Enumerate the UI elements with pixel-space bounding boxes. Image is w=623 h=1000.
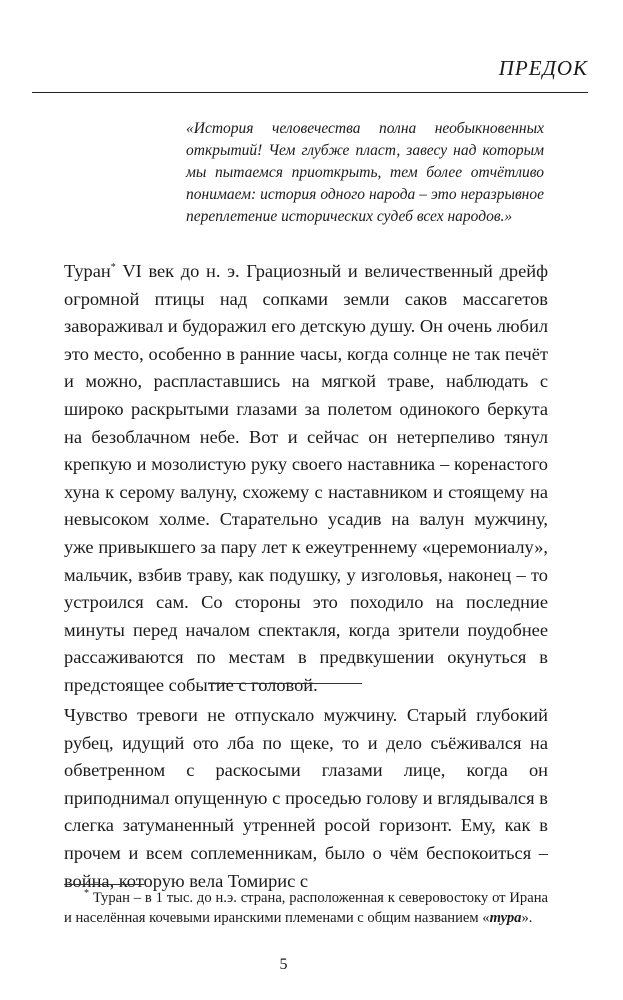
epigraph: «История человечества полна необыкновенных открытий! Чем глубже пласт, завесу над которым мы пытаемся приоткрыть, тем более отчётливо понимаем: история одного народа – это неразрывное переплетение исторических судеб всех народов.» [186, 120, 544, 225]
header-rule [32, 92, 588, 93]
footnote-text-end: ». [521, 910, 533, 926]
footnote-emphasis: тура [489, 910, 522, 926]
footnote-rule [64, 884, 144, 885]
paragraph-1-first-word: Туран [64, 261, 111, 281]
section-divider [208, 683, 362, 684]
paragraph-1 [64, 258, 548, 700]
footnote-mark: * [84, 888, 89, 900]
paragraph-1-text: VI век до н. э. Грациозный и величественный дрейф огромной птицы над сопками земли саков массагетов завораживал и будоражил его детскую душу. Он очень любил это место, особенно в ранние часы, когда солнце не так печёт и можно, распластавшись на мягкой траве, наблюдать с широко раскрытыми глазами за полетом одинокого беркута на безоблачном небе. Вот и сейчас он нетерпеливо тянул крепкую и мозолистую руку своего наставника – коренастого хуна к серому валуну, схожему с наставником и стоящему на невысоком холме. Старательно усадив на валун мужчину, уже привыкшего за пару лет к ежеутреннему «церемониалу», мальчик, взбив траву, как подушку, у изголовья, наконец – то устроился сам. Со стороны это походило на последние минуты перед началом спектакля, когда зрители поудобнее рассаживаются по местам в предвкушении окунуться в предстоящее событие с головой. [64, 261, 548, 695]
footnote-text-start: Туран – в 1 тыс. до н.э. страна, расположенная к северовостоку от Ирана и населённая кочевыми иранскими племенами с общим названием « [64, 890, 548, 926]
footnote-reference: * [110, 261, 116, 273]
footnote [64, 888, 548, 928]
paragraph-2: Чувство тревоги не отпускало мужчину. Старый глубокий рубец, идущий ото лба по щеке, то и дело съёживался на обветренном с раскосыми глазами лице, когда он приподнимал опущенную с проседью голову и вглядывался в слегка затуманенный утренней росой горизонт. Ему, как в прочем и всем соплеменникам, было о чём беспокоиться – война, которую вела Томирис с [64, 705, 548, 891]
running-title: ПРЕДОК [498, 56, 588, 80]
page-number: 5 [279, 956, 288, 973]
